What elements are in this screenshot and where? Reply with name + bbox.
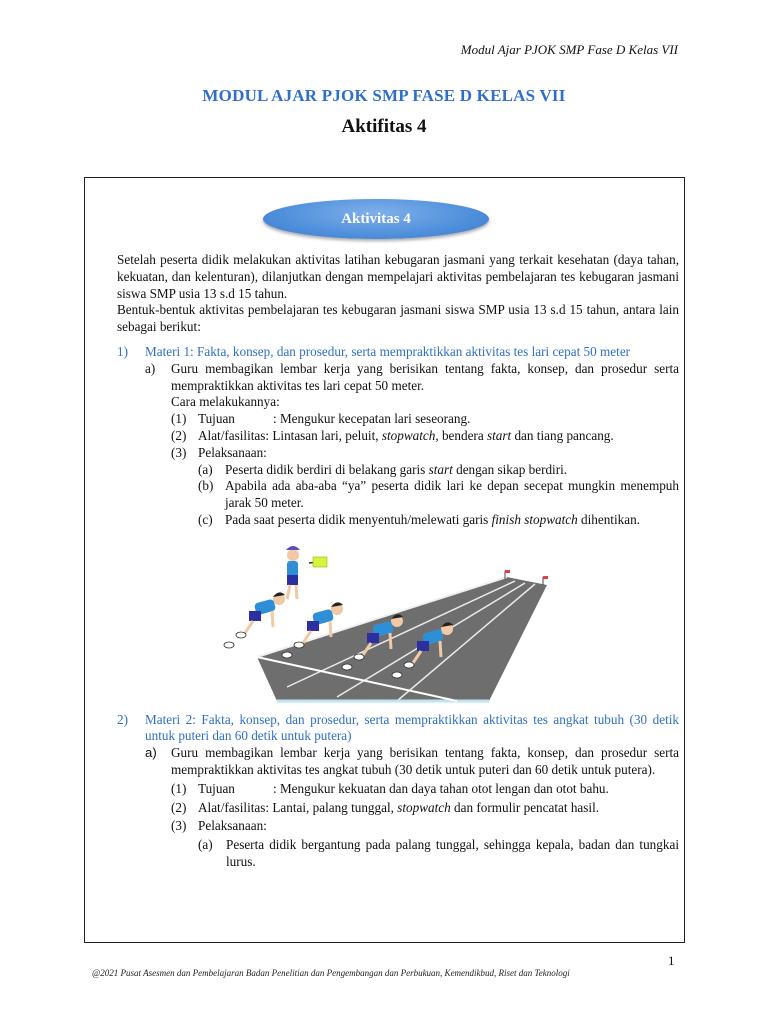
runner-1 — [224, 592, 285, 648]
materi-2-item-a — [145, 745, 679, 779]
running-header: Modul Ajar PJOK SMP Fase D Kelas VII — [460, 42, 678, 57]
pelaksanaan-b — [198, 478, 679, 512]
alat-italic-start: start — [486, 427, 512, 443]
alat-italic-stopwatch: stopwatch — [381, 427, 436, 443]
materi-1-title: Materi 1: Fakta, konsep, dan prosedur, serta mempraktikkan aktivitas tes lari cepat 50 meter — [145, 343, 631, 359]
pelaksanaan-c-text: Pada saat peserta didik menyentuh/melewati garis — [225, 511, 492, 527]
activity-content — [117, 252, 679, 871]
pelaksanaan-a-text: Peserta didik berdiri di belakang garis — [225, 461, 429, 477]
list-number: 2) — [117, 711, 128, 727]
sub-step-letter: (c) — [198, 511, 213, 527]
materi-1-item-a-text: Guru membagikan lembar kerja yang berisikan tentang fakta, konsep, dan prosedur serta mempraktikkan aktivitas tes lari cepat 50 meter. — [171, 360, 679, 393]
tujuan-value: : Mengukur kekuatan dan daya tahan otot lengan dan otot bahu. — [273, 780, 609, 796]
materi-2-pelaksanaan-a — [198, 837, 679, 871]
tujuan-label: Tujuan — [198, 411, 235, 427]
page-number: 1 — [668, 953, 675, 968]
sub-step-letter: (b) — [198, 478, 214, 494]
materi-1-item-a — [145, 361, 679, 395]
alat-text-mid: , bendera — [435, 427, 487, 443]
activity-badge: Aktivitas 4 — [263, 199, 489, 239]
intro-paragraph-2: Bentuk-bentuk aktivitas pembelajaran tes kebugaran jasmani siswa SMP usia 13 s.d 15 tahun, antara lain sebagai berikut: — [117, 302, 679, 335]
step-number: (2) — [171, 799, 187, 815]
activity-box — [84, 177, 685, 943]
pelaksanaan-c-italic: finish stopwatch — [491, 511, 578, 527]
materi-2-heading — [117, 712, 679, 746]
pelaksanaan-a — [198, 462, 679, 479]
list-letter: a) — [145, 360, 156, 376]
sub-step-letter: (a) — [198, 837, 213, 853]
materi-2-pelaksanaan-a-text: Peserta didik bergantung pada palang tunggal, sehingga kepala, badan dan tungkai lurus. — [226, 837, 679, 869]
document-subtitle: Aktifitas 4 — [341, 116, 427, 137]
intro-paragraph: Setelah peserta didik melakukan aktivitas latihan kebugaran jasmani yang terkait kesehatan (daya tahan, kekuatan, dan kelenturan), dilanjutkan dengan mempelajari aktivitas pembelajaran tes kebugaran jasmani siswa SMP usia 13 s.d 15 tahun. — [117, 252, 679, 301]
pelaksanaan-a-text-end: dengan sikap berdiri. — [452, 461, 568, 477]
document-title: MODUL AJAR PJOK SMP FASE D KELAS VII — [202, 86, 566, 105]
pelaksanaan-label: Pelaksanaan: — [198, 444, 267, 460]
step-number: (2) — [171, 427, 187, 443]
materi-1-step-1 — [171, 411, 679, 428]
sprint-start-illustration — [217, 537, 549, 703]
materi-1-step-3 — [171, 445, 679, 462]
alat-text-end: dan tiang pancang. — [511, 427, 614, 443]
materi-1-heading — [117, 344, 679, 361]
materi-2-step-3 — [171, 818, 679, 835]
tujuan-label: Tujuan — [198, 780, 235, 796]
alat-text: Alat/fasilitas: Lintasan lari, peluit, — [198, 427, 382, 443]
materi-2-step-1 — [171, 781, 679, 798]
alat-italic-stopwatch: stopwatch — [397, 799, 451, 815]
pelaksanaan-b-text: Apabila ada aba-aba “ya” peserta didik lari ke depan secepat mungkin menempuh jarak 50 meter. — [225, 478, 679, 511]
pelaksanaan-label: Pelaksanaan: — [198, 818, 267, 834]
materi-2-step-2 — [171, 800, 679, 817]
materi-2-item-a-text: Guru membagikan lembar kerja yang berisikan tentang fakta, konsep, dan prosedur serta mempraktikkan aktivitas tes angkat tubuh (30 detik untuk puteri dan 60 detik untuk putera). — [171, 745, 679, 777]
step-number: (1) — [171, 411, 187, 427]
pelaksanaan-c-text-end: dihentikan. — [577, 511, 640, 527]
pelaksanaan-c — [198, 512, 679, 529]
tujuan-value: : Mengukur kecepatan lari seseorang. — [273, 411, 471, 427]
alat-text: Alat/fasilitas: Lantai, palang tunggal, — [198, 799, 398, 815]
pelaksanaan-a-italic: start — [428, 461, 453, 477]
cara-label: Cara melakukannya: — [171, 394, 280, 410]
list-number: 1) — [117, 343, 128, 359]
step-number: (3) — [171, 818, 187, 834]
alat-text-end: dan formulir pencatat hasil. — [450, 799, 600, 815]
step-number: (3) — [171, 444, 187, 460]
sub-step-letter: (a) — [198, 461, 213, 477]
copyright-footer: @2021 Pusat Asesmen dan Pembelajaran Badan Penelitian dan Pengembangan dan Perbukuan, Kemendikbud, Riset dan Teknologi — [92, 968, 570, 978]
materi-1-step-2 — [171, 428, 679, 445]
step-number: (1) — [171, 780, 187, 796]
list-letter: a) — [145, 745, 157, 761]
materi-2-title: Materi 2: Fakta, konsep, dan prosedur, serta mempraktikkan aktivitas tes angkat tubuh (30 detik untuk puteri dan 60 detik untuk putera) — [145, 711, 679, 744]
